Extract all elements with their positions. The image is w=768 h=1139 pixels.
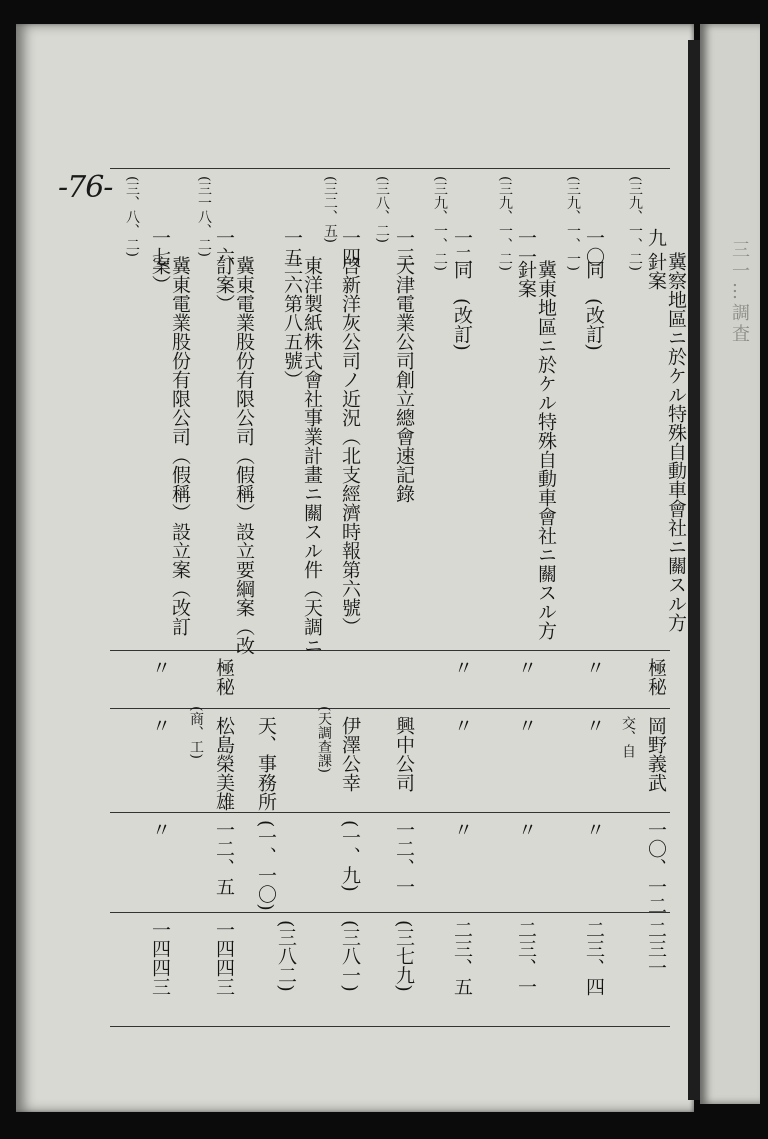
entry-number: 九 [645, 228, 667, 247]
entry-number: 一四 [339, 228, 361, 266]
entry-author: 〃 [149, 716, 171, 735]
entry-number: 一一 [515, 228, 537, 266]
table-rule-top [110, 168, 670, 169]
entry-pages: 二三、五 [451, 920, 473, 996]
entry-pages: (三七九) [393, 920, 415, 992]
entry-number: 一二 [451, 228, 473, 266]
entry-pages: 二三、一 [515, 920, 537, 996]
entry-date: (三八、二) [374, 176, 390, 243]
entry-classification: 極秘 [213, 658, 235, 696]
entry-author: 〃 [583, 716, 605, 735]
entry-pages: 二三、四 [583, 920, 605, 996]
entry-page-ref: 〃 [583, 820, 605, 839]
entry-pages: (三八二) [275, 920, 297, 992]
entry-title: 同 (改訂) [583, 260, 605, 351]
entry-pages: 二三一 [645, 920, 667, 977]
entry-author: 岡野義武 [645, 716, 667, 792]
entry-author: 天、事務所 [255, 716, 277, 811]
entry-number: 一七 [149, 228, 171, 266]
entry-title: 同 (改訂) [451, 260, 473, 351]
entry-classification: 〃 [149, 658, 171, 677]
entry-date: (三九、一、一) [565, 176, 581, 271]
entry-page-ref: (一、一〇) [255, 820, 277, 911]
entry-title: 冀東電業股份有限公司（假稱）設立要綱案（改訂案） [213, 256, 255, 655]
entry-date: (三、八、二) [124, 176, 140, 257]
entry-author: 興中公司 [393, 716, 415, 792]
entry-page-ref: (一、九) [339, 820, 361, 892]
entry-classification: 〃 [451, 658, 473, 677]
entry-author: 〃 [451, 716, 473, 735]
entry-classification: 〃 [583, 658, 605, 677]
entry-title: 啓新洋灰公司ノ近況（北支經濟時報第六號） [339, 256, 361, 636]
entry-pages: 一四四三 [213, 920, 235, 996]
entry-date: (三一八、二) [196, 176, 212, 257]
table-rule-mid [110, 912, 670, 913]
entry-page-ref: 〃 [515, 820, 537, 839]
entry-date: (三九、一、二) [497, 176, 513, 271]
entry-number: 一〇 [583, 228, 605, 266]
entry-pages: (三八一) [339, 920, 361, 992]
entry-date: (三九、一、二) [432, 176, 448, 271]
adjacent-page-edge [700, 24, 760, 1104]
entry-author: 伊澤公幸 [339, 716, 361, 792]
entry-classification: 極秘 [645, 658, 667, 696]
entry-author: 松島榮美雄 [213, 716, 235, 811]
table-rule-mid [110, 812, 670, 813]
entry-pages: 一四四三 [149, 920, 171, 996]
entry-page-ref: 一二、一 [393, 820, 415, 896]
entry-author: 〃 [515, 716, 537, 735]
entry-title: 東洋製紙株式會社事業計畫ニ關スル件（天調ニ三六第八五號） [281, 256, 323, 655]
entry-page-ref: 〃 [149, 820, 171, 839]
entry-title: 冀東電業股份有限公司（假稱）設立案（改訂案） [149, 256, 191, 636]
adjacent-page-text: 三一…調査 [729, 240, 750, 345]
entry-title: 冀東地區ニ於ケル特殊自動車會社ニ關スル方針案 [515, 260, 557, 640]
page-number: -76- [58, 170, 113, 205]
entry-date: (三二、五) [322, 176, 338, 243]
table-rule-bottom [110, 1026, 670, 1027]
table-rule-mid [110, 650, 670, 651]
entry-title: 冀察地區ニ於ケル特殊自動車會社ニ關スル方針案 [645, 252, 687, 632]
entry-number: 一五 [281, 228, 303, 266]
entry-page-ref: 〃 [451, 820, 473, 839]
entry-author-note: (天調查課) [316, 706, 332, 773]
entry-number: 一六 [213, 228, 235, 266]
entry-date: (三九、一、二) [627, 176, 643, 271]
entry-author-note: 交、自 [620, 716, 636, 758]
entry-page-ref: 一二、五 [213, 820, 235, 896]
entry-page-ref: 一〇、一二 [645, 820, 667, 915]
entry-author-note: (商、工) [188, 706, 204, 759]
entry-number: 一三 [393, 228, 415, 266]
entry-title: 天津電業公司創立總會速記錄 [393, 256, 415, 503]
entry-classification: 〃 [515, 658, 537, 677]
